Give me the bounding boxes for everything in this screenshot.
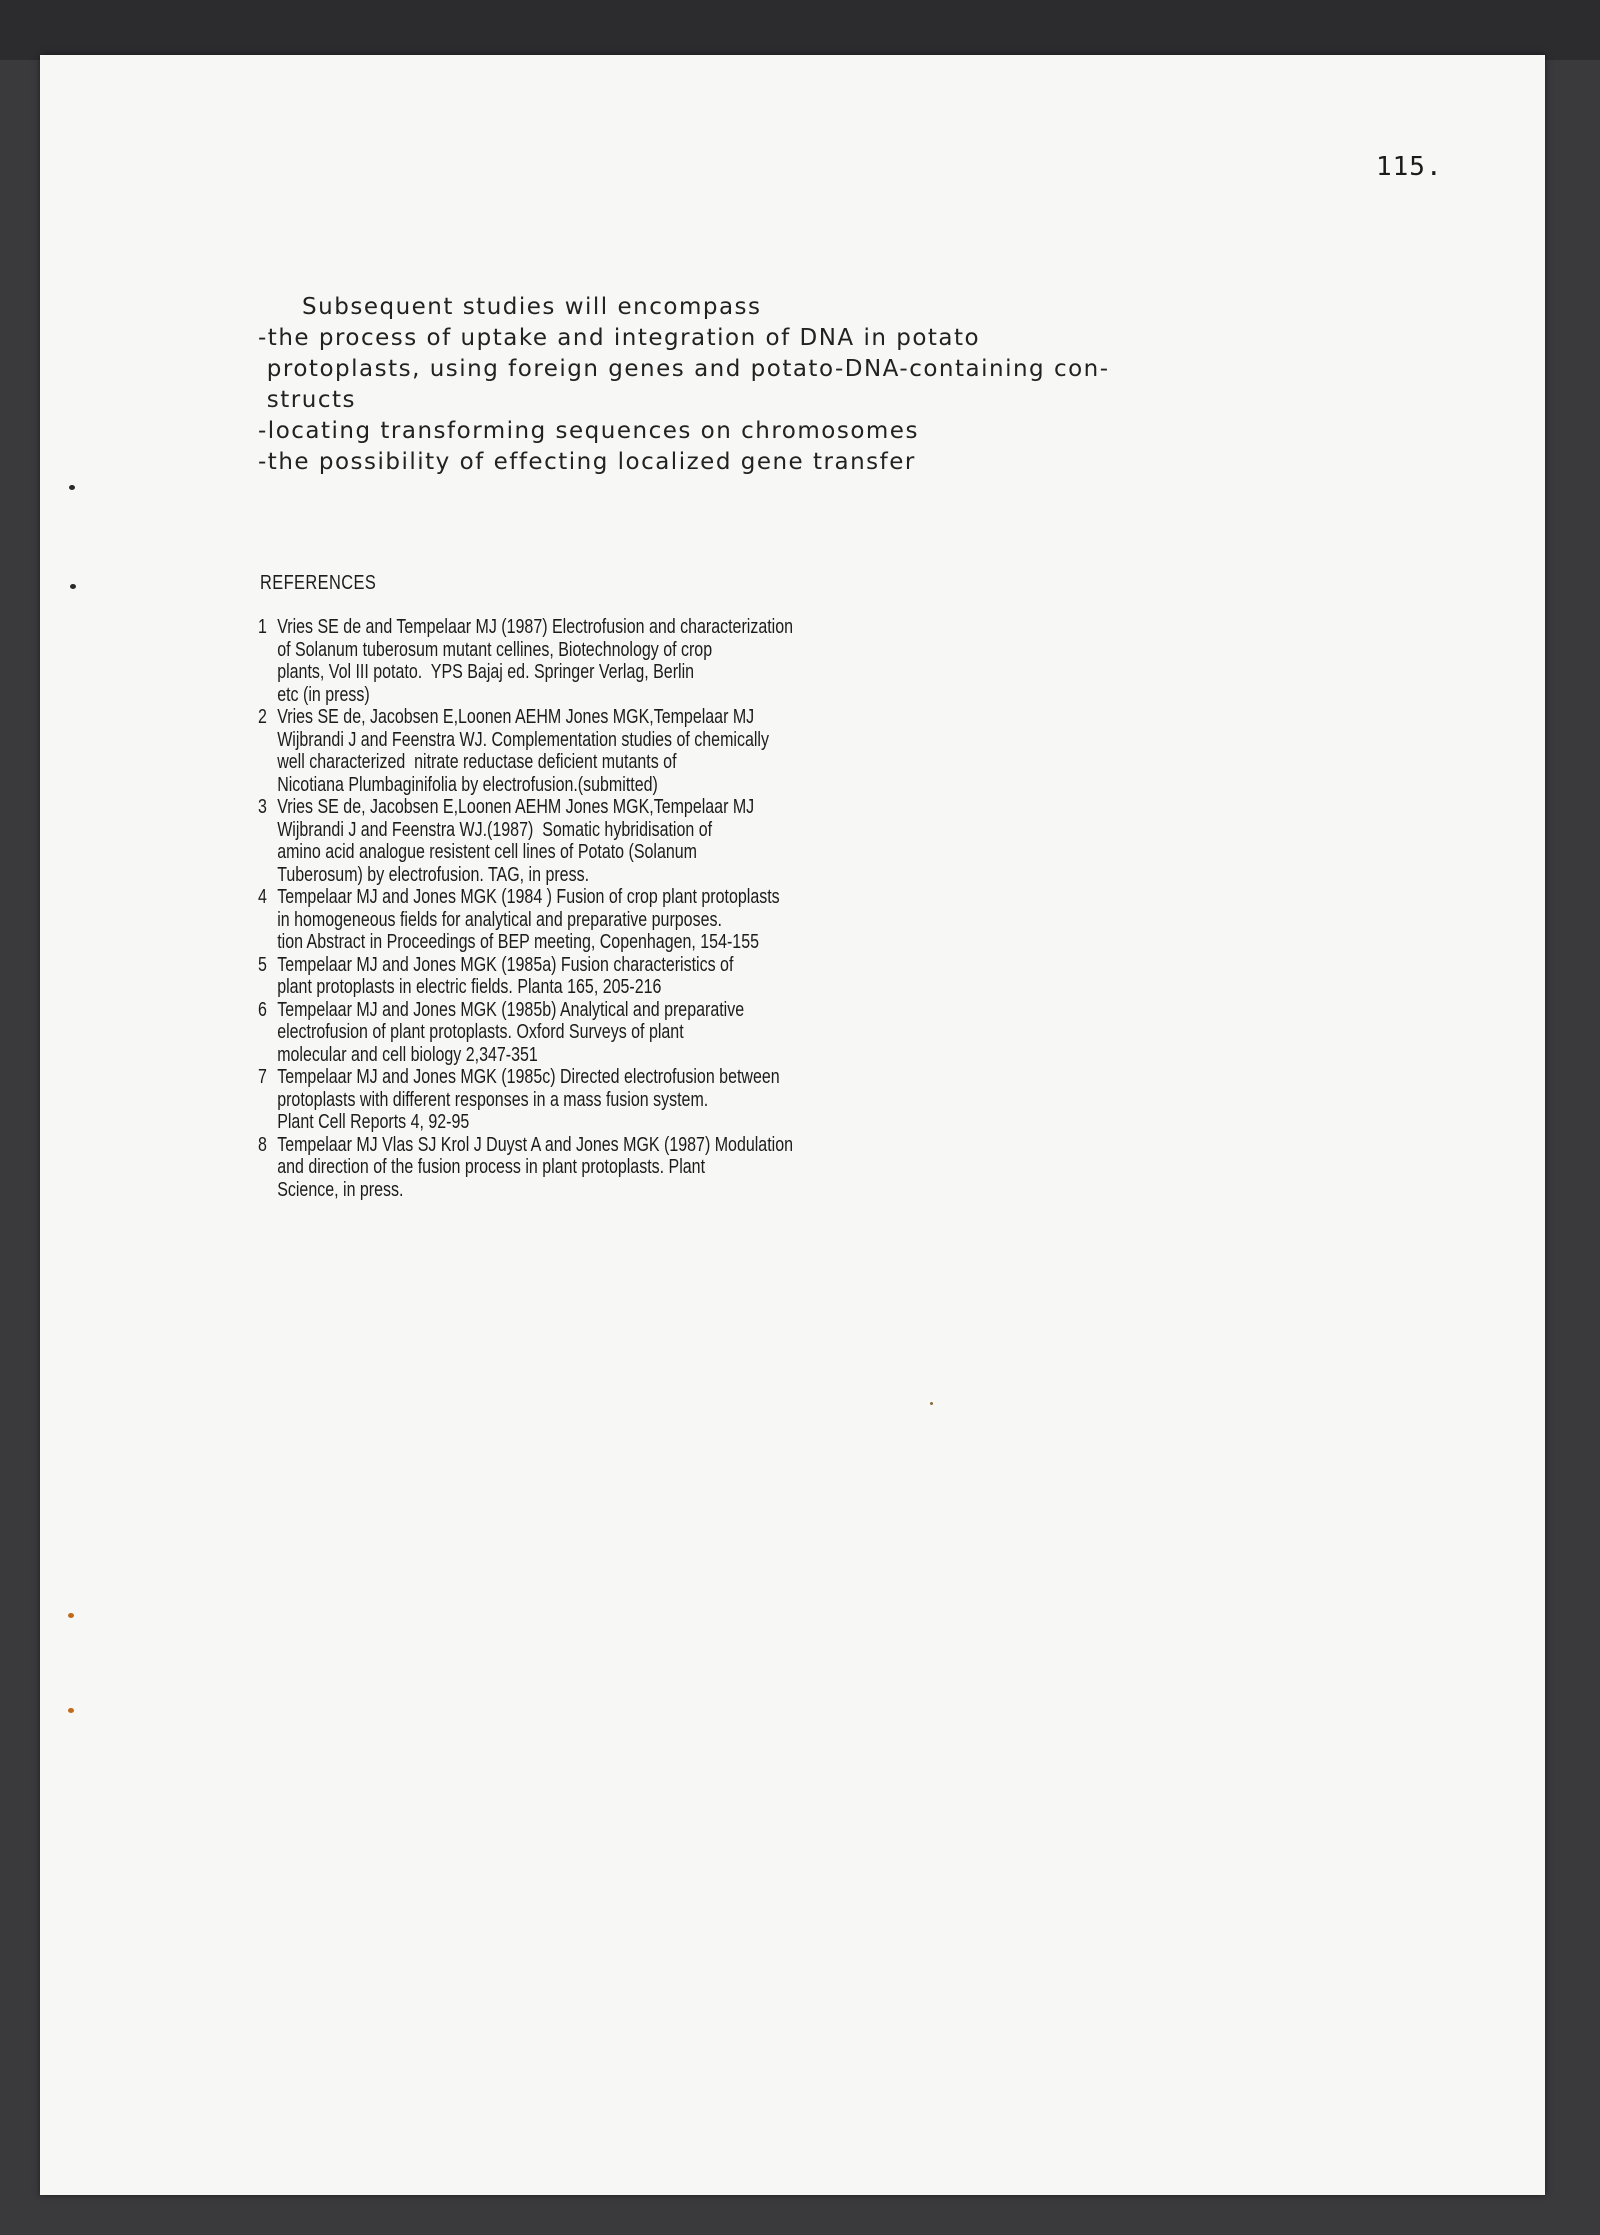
- reference-line: in homogeneous fields for analytical and preparative purposes.: [277, 908, 722, 931]
- reference-text: [277, 999, 1026, 1067]
- intro-line: -locating transforming sequences on chromosomes: [258, 418, 919, 444]
- reference-line: amino acid analogue resistent cell lines of Potato (Solanum: [277, 841, 697, 863]
- reference-text: [277, 796, 1026, 886]
- reference-line: Tuberosum) by electrofusion. TAG, in press.: [277, 863, 590, 886]
- reference-number: 3: [258, 796, 267, 818]
- reference-text: [277, 886, 1026, 954]
- margin-mark: [69, 485, 75, 490]
- reference-number: 8: [258, 1133, 267, 1156]
- reference-line: well characterized nitrate reductase deficient mutants of: [277, 751, 677, 773]
- reference-line: Tempelaar MJ and Jones MGK (1985c) Directed electrofusion between: [277, 1066, 780, 1088]
- margin-mark: [68, 1708, 74, 1713]
- reference-item: [258, 886, 1026, 954]
- paper-speck: [930, 1402, 933, 1405]
- reference-line: tion Abstract in Proceedings of BEP meeting, Copenhagen, 154-155: [277, 931, 760, 953]
- reference-number: 5: [258, 953, 267, 976]
- reference-item: [258, 999, 1026, 1067]
- intro-line: -the process of uptake and integration of DNA in potato: [258, 325, 981, 351]
- reference-line: plant protoplasts in electric fields. Planta 165, 205-216: [277, 976, 662, 998]
- reference-line: Nicotiana Plumbaginifolia by electrofusion.(submitted): [277, 773, 658, 796]
- page-number: 115.: [1376, 152, 1443, 182]
- reference-text: [277, 616, 1026, 706]
- reference-line: Science, in press.: [277, 1178, 404, 1201]
- margin-mark: [70, 584, 76, 589]
- reference-item: [258, 1134, 1026, 1202]
- reference-line: Vries SE de and Tempelaar MJ (1987) Electrofusion and characterization: [277, 616, 794, 638]
- intro-line: structs: [258, 387, 356, 413]
- reference-text: [277, 1066, 1026, 1134]
- reference-line: Tempelaar MJ and Jones MGK (1985b) Analytical and preparative: [277, 998, 745, 1021]
- reference-item: [258, 796, 1026, 886]
- reference-number: 4: [258, 886, 267, 908]
- reference-text: [277, 954, 1026, 999]
- reference-number: 6: [258, 998, 267, 1021]
- reference-line: Tempelaar MJ and Jones MGK (1984 ) Fusion of crop plant protoplasts: [277, 886, 780, 908]
- reference-line: Tempelaar MJ and Jones MGK (1985a) Fusion characteristics of: [277, 953, 734, 976]
- reference-text: [277, 706, 1026, 796]
- reference-number: 2: [258, 706, 267, 728]
- reference-line: Vries SE de, Jacobsen E,Loonen AEHM Jones MGK,Tempelaar MJ: [277, 796, 755, 818]
- reference-line: plants, Vol III potato. YPS Bajaj ed. Springer Verlag, Berlin: [277, 661, 695, 683]
- references-heading: REFERENCES: [260, 572, 377, 594]
- reference-line: molecular and cell biology 2,347-351: [277, 1043, 538, 1066]
- reference-item: [258, 706, 1026, 796]
- intro-line: protoplasts, using foreign genes and potato-DNA-containing con-: [258, 356, 1110, 382]
- reference-number: 7: [258, 1066, 267, 1088]
- reference-line: Wijbrandi J and Feenstra WJ.(1987) Somatic hybridisation of: [277, 818, 713, 841]
- reference-line: Tempelaar MJ Vlas SJ Krol J Duyst A and Jones MGK (1987) Modulation: [277, 1133, 793, 1156]
- intro-paragraph: [258, 292, 1278, 478]
- intro-line: -the possibility of effecting localized gene transfer: [258, 449, 916, 475]
- reference-line: and direction of the fusion process in plant protoplasts. Plant: [277, 1156, 706, 1178]
- reference-line: protoplasts with different responses in a mass fusion system.: [277, 1088, 709, 1111]
- reference-line: electrofusion of plant protoplasts. Oxford Surveys of plant: [277, 1021, 684, 1043]
- scanner-backdrop: [0, 0, 1600, 60]
- reference-line: of Solanum tuberosum mutant cellines, Biotechnology of crop: [277, 638, 713, 661]
- margin-mark: [68, 1613, 74, 1618]
- reference-number: 1: [258, 616, 267, 638]
- reference-item: [258, 1066, 1026, 1134]
- reference-item: [258, 954, 1026, 999]
- reference-line: Plant Cell Reports 4, 92-95: [277, 1111, 470, 1133]
- reference-text: [277, 1134, 1026, 1202]
- reference-line: Vries SE de, Jacobsen E,Loonen AEHM Jones MGK,Tempelaar MJ: [277, 706, 755, 728]
- reference-item: [258, 616, 1026, 706]
- intro-line: Subsequent studies will encompass: [258, 294, 762, 320]
- references-list: [258, 616, 1026, 1201]
- reference-line: Wijbrandi J and Feenstra WJ. Complementation studies of chemically: [277, 728, 769, 751]
- reference-line: etc (in press): [277, 683, 370, 706]
